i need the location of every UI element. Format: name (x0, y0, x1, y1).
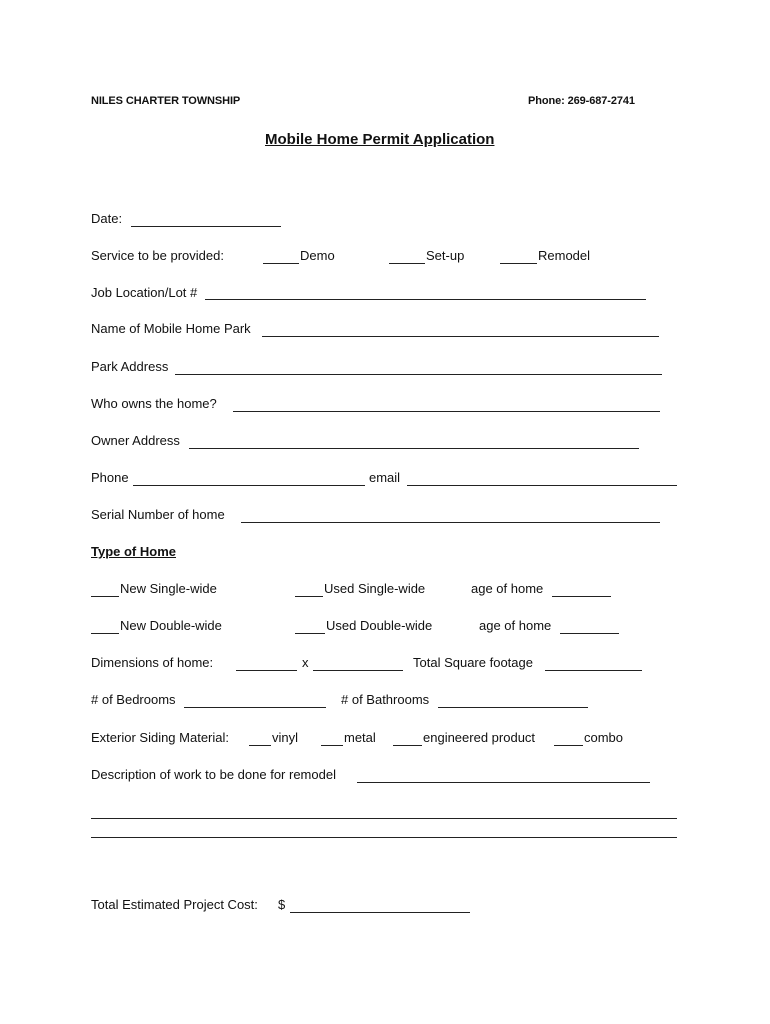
description-field-3[interactable] (91, 837, 677, 838)
siding-label: Exterior Siding Material: (91, 730, 229, 745)
date-label: Date: (91, 211, 123, 226)
dimension-width-field[interactable] (236, 670, 297, 671)
type-of-home-heading: Type of Home (91, 544, 176, 559)
new-double-blank[interactable] (91, 633, 119, 634)
used-single-label: Used Single-wide (324, 581, 426, 596)
used-double-blank[interactable] (295, 633, 325, 634)
age-label-1: age of home (471, 581, 544, 596)
description-label: Description of work to be done for remodel (91, 767, 336, 782)
siding-engineered-label: engineered product (423, 730, 536, 745)
bathrooms-label: # of Bathrooms (341, 692, 430, 707)
park-address-label: Park Address (91, 359, 169, 374)
siding-combo-label: combo (584, 730, 624, 745)
park-address-field[interactable] (175, 374, 662, 375)
siding-engineered-blank[interactable] (393, 745, 422, 746)
siding-vinyl-blank[interactable] (249, 745, 271, 746)
service-demo-label: Demo (300, 248, 335, 263)
siding-metal-label: metal (344, 730, 376, 745)
job-location-label: Job Location/Lot # (91, 285, 198, 300)
description-field-1[interactable] (357, 782, 650, 783)
total-cost-field[interactable] (290, 912, 470, 913)
total-cost-label: Total Estimated Project Cost: (91, 897, 258, 912)
owner-address-field[interactable] (189, 448, 639, 449)
total-sq-label: Total Square footage (413, 655, 533, 670)
new-single-blank[interactable] (91, 596, 119, 597)
service-remodel-label: Remodel (538, 248, 591, 263)
siding-vinyl-label: vinyl (272, 730, 299, 745)
township-phone: Phone: 269-687-2741 (528, 95, 635, 107)
age-field-2[interactable] (560, 633, 619, 634)
serial-field[interactable] (241, 522, 660, 523)
owner-label: Who owns the home? (91, 396, 217, 411)
age-label-2: age of home (479, 618, 552, 633)
owner-field[interactable] (233, 411, 660, 412)
new-double-label: New Double-wide (120, 618, 222, 633)
age-field-1[interactable] (552, 596, 611, 597)
phone-label: Phone (91, 470, 129, 485)
total-sq-field[interactable] (545, 670, 642, 671)
township-name: NILES CHARTER TOWNSHIP (91, 95, 241, 107)
service-label: Service to be provided: (91, 248, 224, 263)
dollar-sign: $ (278, 897, 286, 912)
dimensions-label: Dimensions of home: (91, 655, 214, 670)
bedrooms-field[interactable] (184, 707, 326, 708)
dimension-length-field[interactable] (313, 670, 403, 671)
used-double-label: Used Double-wide (326, 618, 433, 633)
siding-combo-blank[interactable] (554, 745, 583, 746)
park-name-label: Name of Mobile Home Park (91, 321, 251, 336)
form-title: Mobile Home Permit Application (265, 131, 495, 148)
email-label: email (369, 470, 401, 485)
bedrooms-label: # of Bedrooms (91, 692, 176, 707)
siding-metal-blank[interactable] (321, 745, 343, 746)
phone-field[interactable] (133, 485, 365, 486)
park-name-field[interactable] (262, 336, 659, 337)
serial-label: Serial Number of home (91, 507, 225, 522)
description-field-2[interactable] (91, 818, 677, 819)
service-remodel-blank[interactable] (500, 263, 537, 264)
bathrooms-field[interactable] (438, 707, 588, 708)
job-location-field[interactable] (205, 299, 646, 300)
service-setup-blank[interactable] (389, 263, 425, 264)
service-demo-blank[interactable] (263, 263, 299, 264)
used-single-blank[interactable] (295, 596, 323, 597)
service-setup-label: Set-up (426, 248, 465, 263)
new-single-label: New Single-wide (120, 581, 217, 596)
email-field[interactable] (407, 485, 677, 486)
owner-address-label: Owner Address (91, 433, 180, 448)
date-field[interactable] (131, 226, 281, 227)
dimension-x: x (302, 655, 309, 670)
